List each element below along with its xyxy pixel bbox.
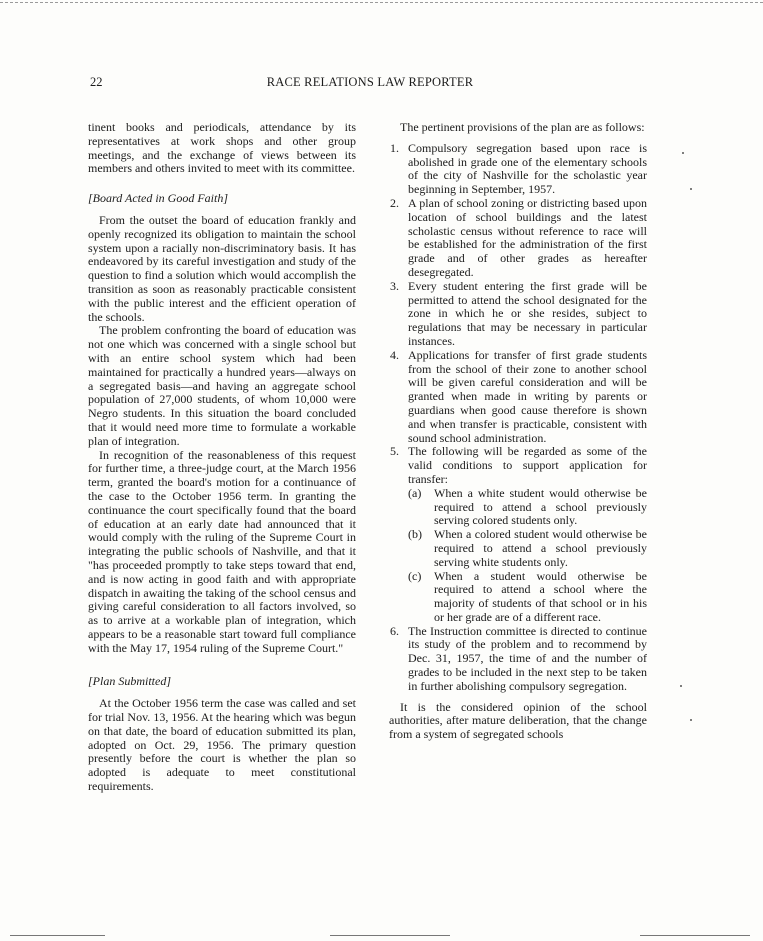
paragraph: From the outset the board of education frankly and openly recognized its obligation to maintain the school system upon a racially non-discriminatory basis. It has endeavored by its careful investigation and study of the question to find a solution which would accomplish the transition as soon as reasonably practicable consistent with the public interest and the efficient operation of the schools. <box>88 212 356 324</box>
sub-item-label: (a) <box>408 485 422 500</box>
sub-item-text: When a white student would otherwise be required to attend a school previously serving colored students only. <box>434 485 647 528</box>
sub-list-item <box>408 528 647 569</box>
paragraph: At the October 1956 term the case was called and set for trial Nov. 13, 1956. At the hearing which was begun on that date, the board of education submitted its plan, adopted on Oct. 29, 1956. The primary question presently before the court is whether the plan so adopted is adequate to meet constitutional requirements. <box>88 696 356 794</box>
section-heading-plan-submitted: [Plan Submitted] <box>88 674 171 689</box>
list-item <box>389 349 647 446</box>
page-header <box>90 75 650 91</box>
item-number: 2. <box>390 195 399 210</box>
sub-item-text: When a colored student would otherwise be required to attend a school previously serving white students only. <box>434 527 647 569</box>
closing-paragraph: It is the considered opinion of the school authorities, after mature deliberation, that the change from a system of segregated schools <box>389 699 647 742</box>
sub-item-label: (c) <box>408 568 422 583</box>
item-number: 6. <box>390 623 399 638</box>
page-number: 22 <box>90 75 103 89</box>
scan-line <box>10 935 105 936</box>
paragraph-continued: tinent books and periodicals, attendance by its representatives at work shops and other group meetings, and the exchange of views between its members and others invited to meet with its committee. <box>88 120 356 176</box>
item-number: 4. <box>390 347 399 362</box>
bottom-scan-lines <box>0 935 763 937</box>
list-item <box>389 280 647 349</box>
scan-line <box>330 935 450 936</box>
paragraph: In recognition of the reasonableness of this request for further time, a three-judge court, at the March 1956 term, granted the board's motion for a continuance of the case to the October 1956 term. In granting the continuance the court specifically found that the board of education at an early date had announced that it would comply with the ruling of the Supreme Court in integrating the public schools of Nashville, and that it "has proceeded promptly to take steps toward that end, and is now acting in good faith and with appropriate dispatch in awaiting the taking of the school census and giving careful consideration to all factors involved, so as to arrive at a workable plan of integration, which appears to be a reasonable start toward full compliance with the May 17, 1954 ruling of the Supreme Court." <box>88 447 356 655</box>
top-dashed-border <box>0 2 763 3</box>
scan-speck <box>682 152 684 154</box>
paragraph: The problem confronting the board of education was not one which was concerned with a single school but with an entire school system which had been maintained for practically a hundred years—always on a segregated basis—and having an aggregate school population of 27,000 students, of whom 10,000 were Negro students. In this situation the board concluded that it would need more time to formulate a workable plan of integration. <box>88 323 356 448</box>
left-column <box>88 121 356 794</box>
list-item <box>389 197 647 280</box>
item-text: A plan of school zoning or districting based upon location of school buildings and the latest scholastic census without reference to race will be established for the administration of the first grade and of other grades as hereafter desegregated. <box>408 195 647 279</box>
running-title: RACE RELATIONS LAW REPORTER <box>266 75 474 89</box>
sub-list-item <box>408 570 647 625</box>
sub-item-label: (b) <box>408 527 422 542</box>
item-number: 1. <box>390 140 399 155</box>
section-heading-good-faith: [Board Acted in Good Faith] <box>88 191 228 206</box>
list-item <box>389 625 647 694</box>
list-item <box>389 142 647 197</box>
item-text: The Instruction committee is directed to continue its study of the problem and to recommend by Dec. 31, 1957, the time of and the number of grades to be included in the next step to be taken in further abolishing compulsory segregation. <box>408 623 647 693</box>
scan-line <box>640 935 750 936</box>
scan-speck <box>690 188 692 190</box>
scan-speck <box>680 685 682 687</box>
item-text: Compulsory segregation based upon race is abolished in grade one of the elementary schools of the city of Nashville for the scholastic year beginning in September, 1957. <box>408 140 647 197</box>
sub-list-item <box>408 487 647 528</box>
item-number: 3. <box>390 278 399 293</box>
transfer-conditions-list <box>408 487 647 625</box>
item-text: The following will be regarded as some of the valid conditions to support application for transfer: <box>408 444 647 486</box>
plan-provisions-list <box>389 142 647 694</box>
list-item <box>389 445 647 624</box>
right-column <box>389 121 647 742</box>
item-number: 5. <box>390 444 399 459</box>
item-text: Applications for transfer of first grade students from the school of their zone to another school will be given careful consideration and will be granted when made in writing by parents or guardians when good cause therefore is shown and when transfer is practicable, consistent with sound school administration. <box>408 347 647 445</box>
plan-intro: The pertinent provisions of the plan are as follows: <box>400 120 645 134</box>
sub-item-text: When a student would otherwise be required to attend a school where the majority of students of that school or in his or her grade are of a different race. <box>434 568 647 624</box>
scan-speck <box>690 719 692 721</box>
item-text: Every student entering the first grade will be permitted to attend the school designated for the zone in which he or she resides, subject to regulations that may be necessary in particular instances. <box>408 278 647 348</box>
